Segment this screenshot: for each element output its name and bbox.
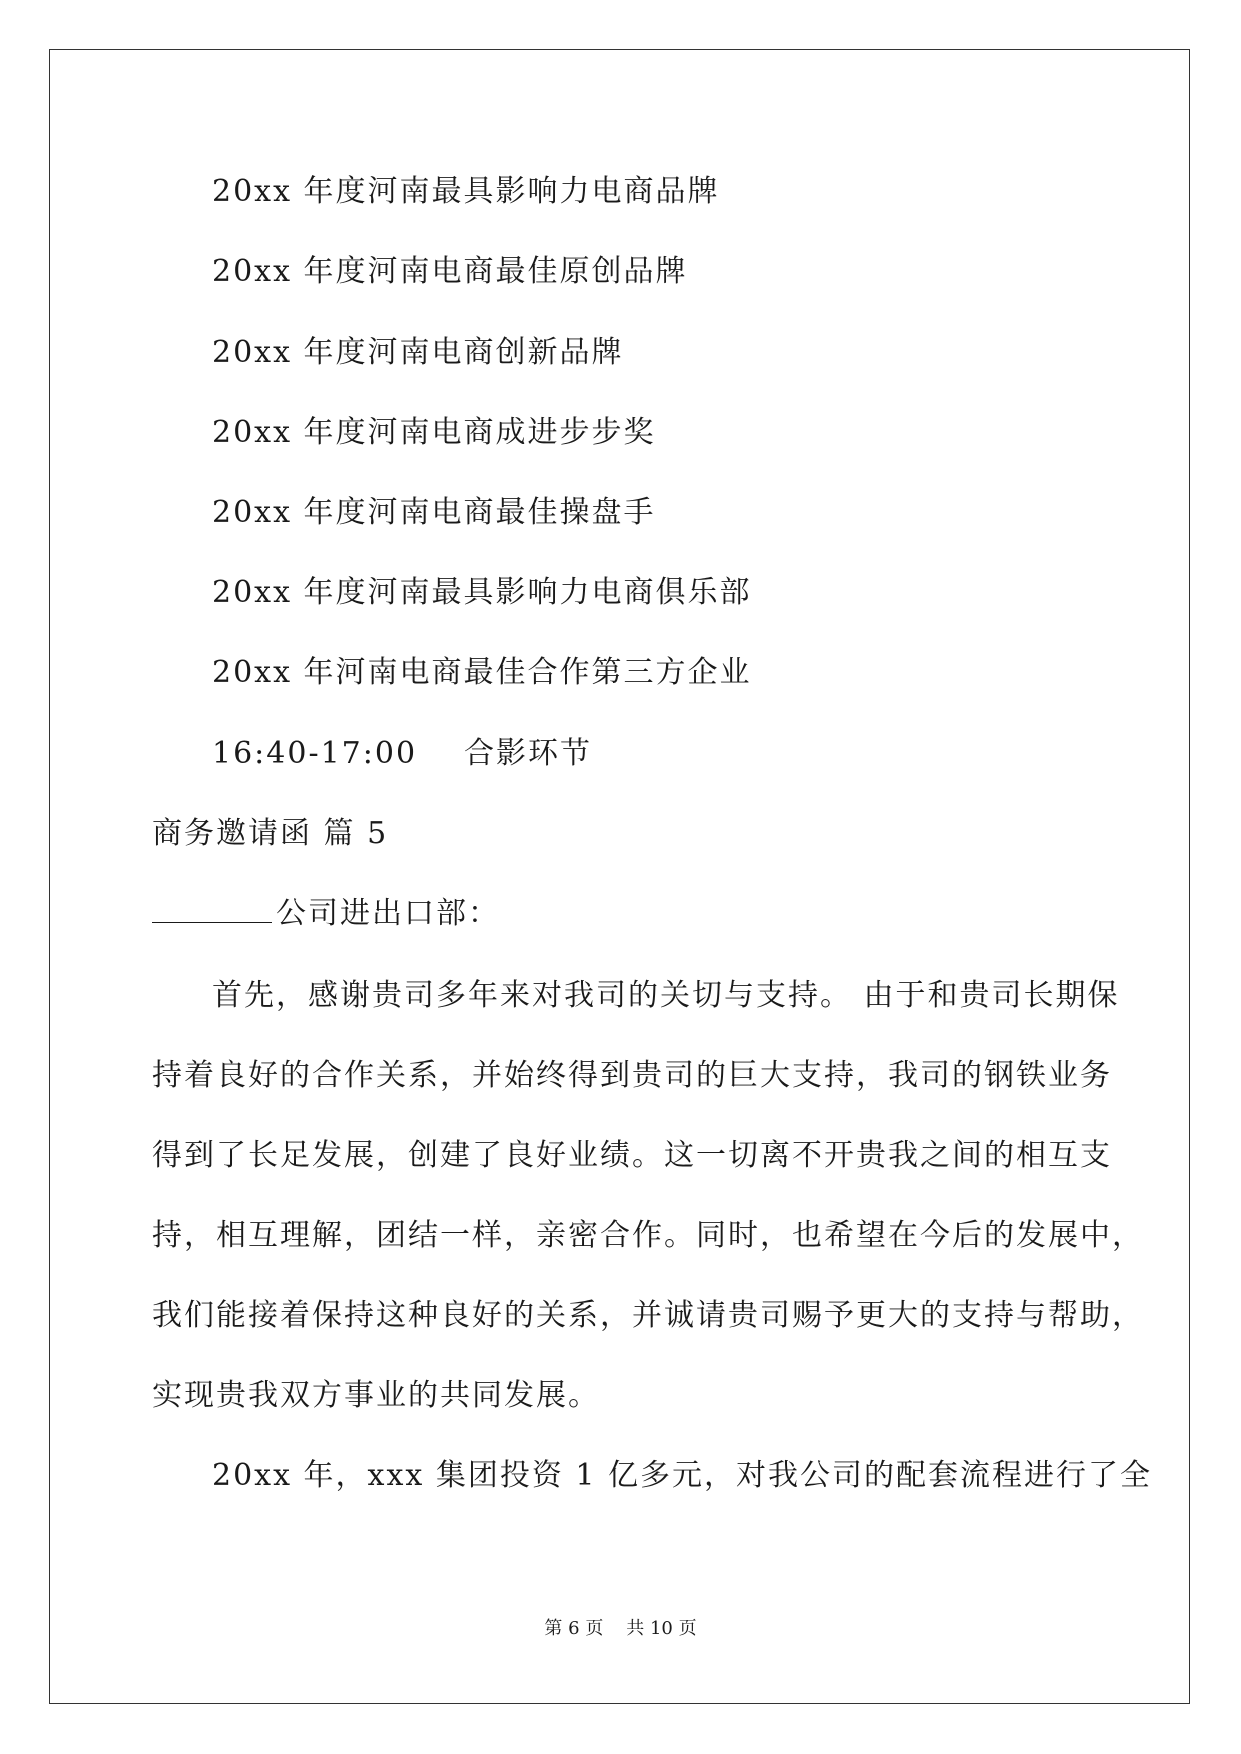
body-line: 我们能接着保持这种良好的关系，并诚请贵司赐予更大的支持与帮助， (152, 1298, 1144, 1333)
page-total: 共 10 页 (626, 1618, 697, 1639)
award-line: 20xx 年度河南电商最佳原创品牌 (212, 254, 688, 289)
body-line: 得到了长足发展，创建了良好业绩。这一切离不开贵我之间的相互支 (152, 1138, 1112, 1173)
schedule-activity: 合影环节 (464, 736, 592, 771)
award-line: 20xx 年度河南电商最佳操盘手 (212, 495, 656, 530)
award-line: 20xx 年度河南电商成进步步奖 (212, 415, 656, 450)
award-line: 20xx 年度河南电商创新品牌 (212, 335, 624, 370)
page-footer (0, 1617, 1241, 1641)
body-line: 首先，感谢贵司多年来对我司的关切与支持。 由于和贵司长期保 (212, 978, 1120, 1013)
fill-in-blank (152, 894, 272, 923)
body-line: 持，相互理解，团结一样，亲密合作。同时，也希望在今后的发展中， (152, 1218, 1144, 1253)
body-line: 持着良好的合作关系，并始终得到贵司的巨大支持，我司的钢铁业务 (152, 1058, 1112, 1093)
award-line: 20xx 年度河南最具影响力电商俱乐部 (212, 575, 752, 610)
body-line: 实现贵我双方事业的共同发展。 (152, 1378, 600, 1413)
award-line: 20xx 年度河南最具影响力电商品牌 (212, 174, 720, 209)
award-line: 20xx 年河南电商最佳合作第三方企业 (212, 655, 752, 690)
body-line: 20xx 年，xxx 集团投资 1 亿多元，对我公司的配套流程进行了全 (212, 1458, 1152, 1493)
section-heading: 商务邀请函 篇 5 (152, 816, 389, 851)
schedule-item (212, 734, 592, 774)
page-number: 第 6 页 (544, 1618, 604, 1639)
salutation: 公司进出口部： (276, 896, 500, 931)
salutation-line (152, 894, 500, 934)
schedule-time: 16:40-17:00 (212, 736, 418, 771)
